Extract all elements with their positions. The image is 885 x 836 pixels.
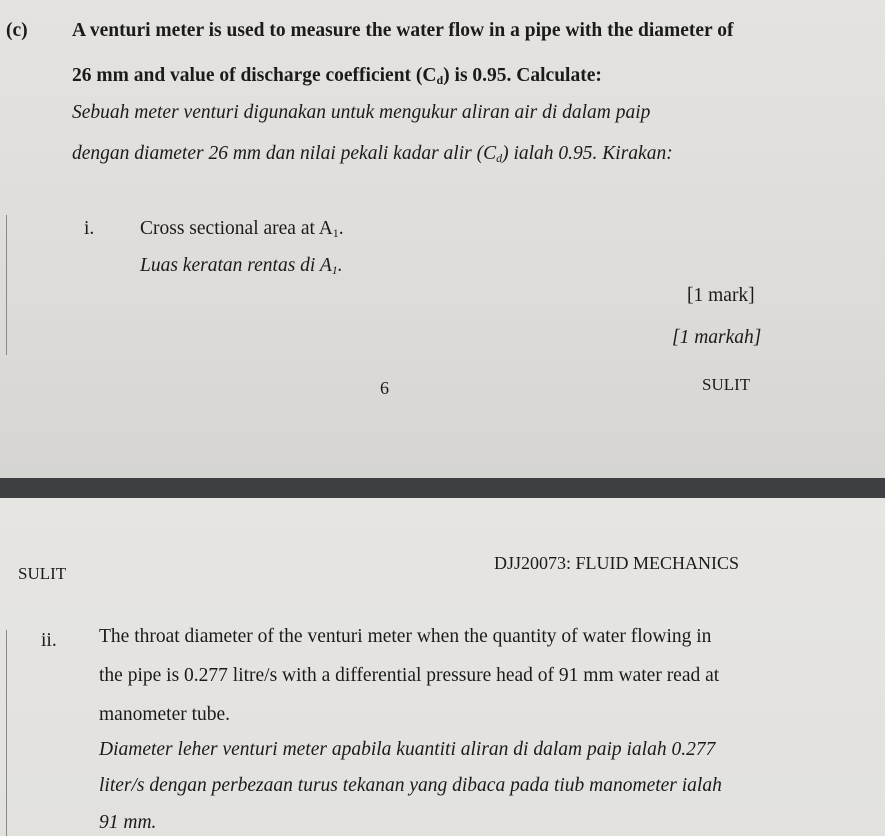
item-ii-en-line3: manometer tube. — [99, 704, 231, 725]
item-ii-ms-line2: liter/s dengan perbezaan turus tekanan yang dibaca pada tiub manometer ialah — [99, 775, 722, 796]
page-edge-line — [6, 630, 7, 836]
page-break-divider — [0, 478, 885, 498]
item-ii-ms-line1: Diameter leher venturi meter apabila kuantiti aliran di dalam paip ialah 0.277 — [99, 739, 716, 760]
item-ii-en-line2: the pipe is 0.277 litre/s with a differential pressure head of 91 mm water read at — [99, 665, 720, 686]
item-ii-en-line1: The throat diameter of the venturi meter when the quantity of water flowing in — [99, 626, 712, 647]
course-header: DJJ20073: FLUID MECHANICS — [494, 553, 740, 573]
part-label: (c) — [6, 20, 28, 41]
footer-sulit: SULIT — [702, 375, 751, 394]
item-ii-label: ii. — [41, 630, 57, 651]
question-intro-en-line1: A venturi meter is used to measure the water flow in a pipe with the diameter of — [72, 20, 734, 41]
header-sulit: SULIT — [18, 564, 67, 583]
question-intro-en-line2: 26 mm and value of discharge coefficient $(C_d)$ is 0.95. Calculate: — [72, 65, 602, 87]
item-ii-ms-line3: 91 mm. — [99, 812, 157, 833]
mark-ms: [1 markah] — [672, 327, 762, 348]
mark-en: [1 mark] — [687, 285, 755, 306]
question-intro-ms-line2: dengan diameter 26 mm dan nilai pekali kadar alir $(C_d)$ ialah 0.95. Kirakan: — [72, 143, 673, 165]
item-i-text-en: Cross sectional area at $A_1$. — [140, 218, 344, 240]
item-i-text-ms: Luas keratan rentas di $A_1$. — [140, 255, 343, 277]
page-edge-line — [6, 215, 7, 355]
page-number: 6 — [380, 378, 389, 398]
question-intro-ms-line1: Sebuah meter venturi digunakan untuk mengukur aliran air di dalam paip — [72, 102, 651, 123]
item-i-label: i. — [84, 218, 95, 239]
